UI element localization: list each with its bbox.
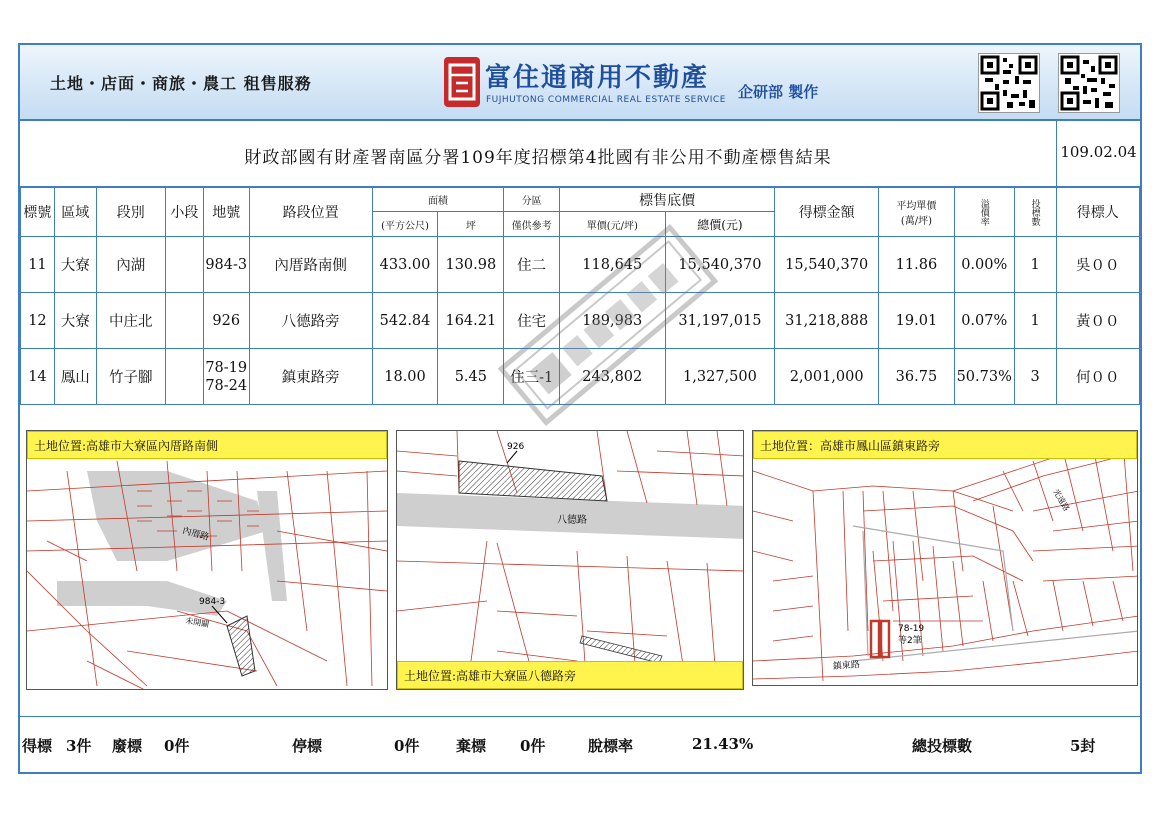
header-avg-unit-price [879,188,955,237]
cell-ping: 130.98 [438,237,504,293]
footer-divider [20,716,1140,717]
cell-section: 竹子腳 [96,349,165,405]
header-winning-amount: 得標金額 [775,188,879,237]
cell-bids: 1 [1014,293,1056,349]
maker-text: 企研部 製作 [738,83,819,101]
cell-winning: 2,001,000 [775,349,879,405]
header-road: 路段位置 [249,188,372,237]
map2-parcel-label: 926 [507,442,525,452]
map1-road-label: 內厝路 [181,526,210,543]
unsold-rate: 21.43% [692,735,754,753]
cell-bids: 1 [1014,237,1056,293]
brand-name: 富住通商用不動產 [485,63,710,93]
header-land-no: 地號 [203,188,249,237]
cell-district: 鳳山 [54,349,96,405]
header-base-price: 標售底價 [560,188,775,212]
cell-ping: 5.45 [438,349,504,405]
header-zone: 分區 [504,188,560,212]
header-subsection: 小段 [166,188,204,237]
map1-unused-label: 未開闢 [184,616,210,630]
cell-lot: 12 [21,293,55,349]
qr-code-icon[interactable] [1058,53,1120,113]
cell-district: 大寮 [54,237,96,293]
header-zone-note: 僅供參考 [504,212,560,237]
header-winner: 得標人 [1056,188,1139,237]
cell-subsection [166,293,204,349]
map3-parcel-label: 78-19 [898,624,925,634]
location-map-2 [396,430,744,690]
cell-winning: 15,540,370 [775,237,879,293]
abandoned-count: 0件 [520,737,546,755]
map1-parcel-label: 984-3 [199,597,226,607]
header-section: 段別 [96,188,165,237]
map3-road-label: 鎮東路 [832,660,861,672]
unsold-rate-label: 脫標率 [588,737,634,755]
services-text: 土地・店面・商旅・農工 租售服務 [50,74,312,93]
title-row [20,121,1140,187]
cell-total-price: 31,197,015 [665,293,775,349]
abolished-count: 0件 [164,737,190,755]
cell-premium: 0.07% [954,293,1014,349]
results-table [20,187,1140,405]
cell-subsection [166,237,204,293]
summary-footer [20,735,1140,765]
cell-sqm: 542.84 [372,293,438,349]
header-bids: 投標數 [1014,188,1056,237]
table-row [21,237,1140,293]
qr-code-icon[interactable] [978,53,1040,113]
cell-zone: 住二 [504,237,560,293]
document-frame [18,43,1142,774]
avg-price-label: 平均單價 [896,201,937,212]
brand-english: FUJHUTONG COMMERCIAL REAL ESTATE SERVICE [486,95,726,105]
won-count: 3件 [66,737,92,755]
cell-premium: 0.00% [954,237,1014,293]
cell-sqm: 433.00 [372,237,438,293]
page-title: 財政部國有財產署南區分署109年度招標第4批國有非公用不動產標售結果 [244,148,832,168]
cell-section: 中庄北 [96,293,165,349]
cell-unit-price: 118,645 [560,237,666,293]
location-map-1 [26,430,388,690]
cell-subsection [166,349,204,405]
header-area: 面積 [372,188,504,212]
abolished-label: 廢標 [112,737,143,755]
cell-unit-price: 189,983 [560,293,666,349]
cell-road: 內厝路南側 [249,237,372,293]
header-premium-rate: 溢價率 [954,188,1014,237]
stopped-count: 0件 [394,737,420,755]
header-banner [20,45,1140,121]
cell-lot: 11 [21,237,55,293]
header-unit-price: 單價(元/坪) [560,212,666,237]
cell-land-no: 984-3 [203,237,249,293]
cell-avg: 11.86 [879,237,955,293]
cell-avg: 36.75 [879,349,955,405]
cell-sqm: 18.00 [372,349,438,405]
won-label: 得標 [22,737,53,755]
stopped-label: 停標 [292,737,323,755]
map2-location-label: 土地位置:高雄市大寮區八德路旁 [397,661,743,689]
cell-winner: 黃００ [1056,293,1139,349]
cell-road: 鎮東路旁 [249,349,372,405]
cell-lot: 14 [21,349,55,405]
company-logo-icon [444,57,480,107]
header-total-price: 總價(元) [665,212,775,237]
cell-bids: 3 [1014,349,1056,405]
map2-road-label: 八德路 [557,515,587,526]
cell-winner: 何００ [1056,349,1139,405]
cell-zone: 住三-1 [504,349,560,405]
map3-location-label: 土地位置：高雄市鳳山區鎮東路旁 [753,431,1137,459]
cell-winning: 31,218,888 [775,293,879,349]
abandoned-label: 棄標 [456,737,487,755]
cell-land-no: 78-19 78-24 [203,349,249,405]
cell-total-price: 15,540,370 [665,237,775,293]
header-lot: 標號 [21,188,55,237]
cell-land-no: 926 [203,293,249,349]
cell-premium: 50.73% [954,349,1014,405]
date-cell: 109.02.04 [1056,121,1140,187]
header-area-sqm: (平方公尺) [372,212,438,237]
map1-location-label: 土地位置:高雄市大寮區內厝路南側 [27,431,387,459]
total-bids-label: 總投標數 [912,737,973,755]
cell-section: 內湖 [96,237,165,293]
cell-road: 八德路旁 [249,293,372,349]
table-row [21,293,1140,349]
total-bids: 5封 [1070,737,1096,755]
avg-price-unit: (萬/坪) [900,216,932,227]
map3-parcel2-label: 等2筆 [898,636,922,646]
location-map-3 [752,430,1138,686]
cell-ping: 164.21 [438,293,504,349]
cell-avg: 19.01 [879,293,955,349]
table-row [21,349,1140,405]
cell-unit-price: 243,802 [560,349,666,405]
cell-total-price: 1,327,500 [665,349,775,405]
cell-district: 大寮 [54,293,96,349]
cell-zone: 住宅 [504,293,560,349]
header-district: 區域 [54,188,96,237]
header-area-ping: 坪 [438,212,504,237]
map3-road2-label: 光遠路 [1051,487,1072,513]
cell-winner: 吳００ [1056,237,1139,293]
